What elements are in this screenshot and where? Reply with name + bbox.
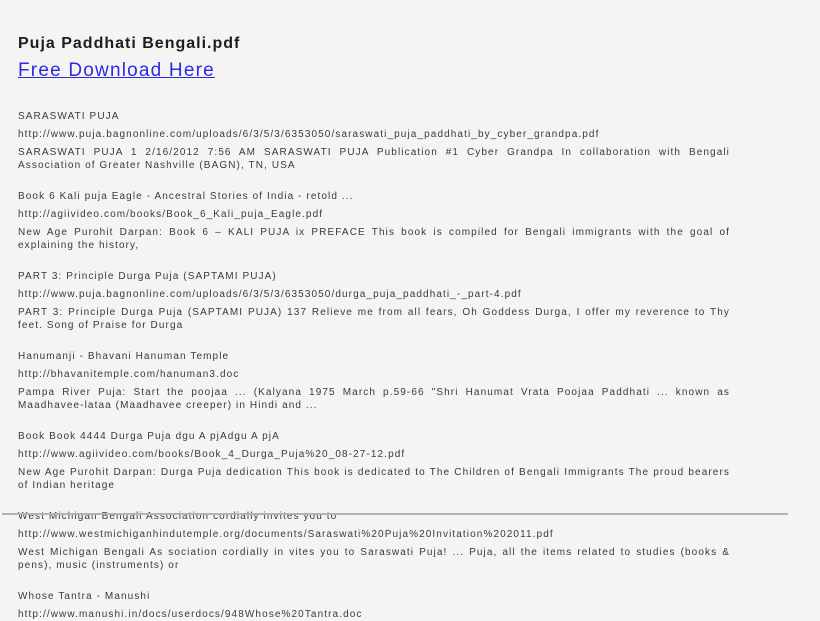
result-url: http://www.westmichiganhindutemple.org/documents/Saraswati%20Puja%20Invitation%202011.pdf bbox=[18, 529, 730, 542]
result-title: Book 6 Kali puja Eagle - Ancestral Stories of India - retold ... bbox=[18, 191, 730, 204]
free-download-link[interactable]: Free Download Here bbox=[18, 60, 215, 82]
results-list bbox=[18, 111, 730, 621]
result-url: http://www.agiivideo.com/books/Book_4_Durga_Puja%20_08-27-12.pdf bbox=[18, 449, 730, 462]
result-title: Book Book 4444 Durga Puja dgu A pjAdgu A pjA bbox=[18, 431, 730, 444]
result-url: http://bhavanitemple.com/hanuman3.doc bbox=[18, 369, 730, 382]
result-entry bbox=[18, 191, 730, 252]
result-title: SARASWATI PUJA bbox=[18, 111, 730, 124]
result-title: Whose Tantra - Manushi bbox=[18, 591, 730, 604]
result-description: Pampa River Puja: Start the poojaa ... (Kalyana 1975 March p.59-66 "Shri Hanumat Vrata Poojaa Paddhati ... known as Maadhavee-lataa (Maadhavee creeper) in Hindi and ... bbox=[18, 387, 730, 412]
result-url: http://www.puja.bagnonline.com/uploads/6/3/5/3/6353050/saraswati_puja_paddhati_by_cyber_grandpa.pdf bbox=[18, 129, 730, 142]
result-description: New Age Purohit Darpan: Book 6 – KALI PUJA ix PREFACE This book is compiled for Bengali immigrants with the goal of explaining the history, bbox=[18, 227, 730, 252]
result-description: PART 3: Principle Durga Puja (SAPTAMI PUJA) 137 Relieve me from all fears, Oh Goddess Durga, I offer my reverence to Thy feet. Song of Praise for Durga bbox=[18, 307, 730, 332]
result-title: West Michigan Bengali Association cordially invites you to bbox=[18, 511, 730, 524]
result-description: West Michigan Bengali As sociation cordially in vites you to Saraswati Puja! ... Puja, all the items related to studies (books & pens), music (instruments) or bbox=[18, 547, 730, 572]
result-url: http://agiivideo.com/books/Book_6_Kali_puja_Eagle.pdf bbox=[18, 209, 730, 222]
page-title: Puja Paddhati Bengali.pdf bbox=[18, 35, 745, 53]
result-title: PART 3: Principle Durga Puja (SAPTAMI PUJA) bbox=[18, 271, 730, 284]
result-description: SARASWATI PUJA 1 2/16/2012 7:56 AM SARASWATI PUJA Publication #1 Cyber Grandpa In collaboration with Bengali Association of Greater Nashville (BAGN), TN, USA bbox=[18, 147, 730, 172]
result-url: http://www.puja.bagnonline.com/uploads/6/3/5/3/6353050/durga_puja_paddhati_-_part-4.pdf bbox=[18, 289, 730, 302]
result-description: New Age Purohit Darpan: Durga Puja dedication This book is dedicated to The Children of Bengali Immigrants The proud bearers of Indian heritage bbox=[18, 467, 730, 492]
result-url: http://www.manushi.in/docs/userdocs/948Whose%20Tantra.doc bbox=[18, 609, 730, 621]
result-title: Hanumanji - Bhavani Hanuman Temple bbox=[18, 351, 730, 364]
result-entry bbox=[18, 351, 730, 412]
result-entry bbox=[18, 591, 730, 621]
result-entry bbox=[18, 111, 730, 172]
result-entry bbox=[18, 271, 730, 332]
bottom-divider bbox=[2, 513, 788, 515]
result-entry bbox=[18, 431, 730, 492]
result-entry bbox=[18, 511, 730, 572]
